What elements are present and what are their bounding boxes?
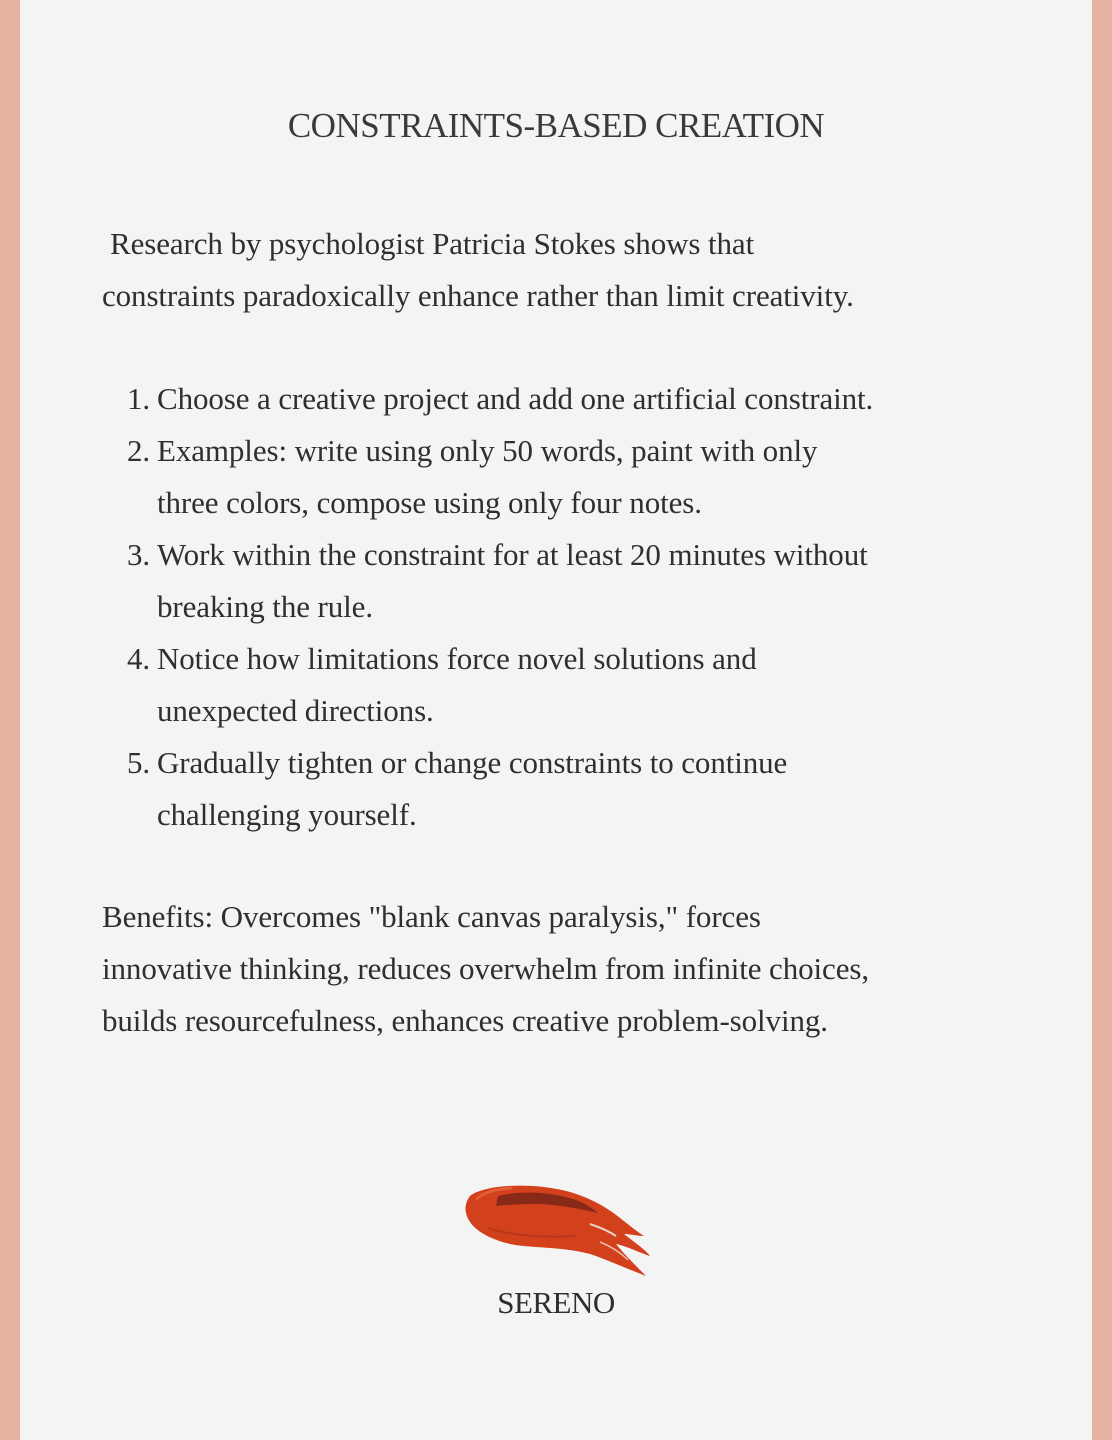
step-text: three colors, compose using only four notes.	[157, 485, 702, 520]
benefits-line: builds resourcefulness, enhances creative problem-solving.	[102, 1003, 828, 1038]
benefits-paragraph	[102, 891, 1022, 1047]
page	[20, 0, 1092, 1440]
step-text: challenging yourself.	[157, 797, 417, 832]
list-item	[102, 425, 1022, 529]
step-number: 5.	[127, 745, 151, 780]
step-text: unexpected directions.	[157, 693, 434, 728]
paint-swatch-icon	[440, 1176, 650, 1286]
step-number: 1.	[127, 381, 151, 416]
step-text: breaking the rule.	[157, 589, 373, 624]
step-text: Choose a creative project and add one artificial constraint.	[157, 381, 874, 416]
brand-logo: SERENO	[497, 1285, 615, 1320]
page-title: CONSTRAINTS-BASED CREATION	[287, 106, 825, 145]
list-item	[102, 373, 1022, 425]
step-number: 2.	[127, 433, 151, 468]
intro-paragraph	[102, 218, 1002, 322]
step-text: Gradually tighten or change constraints to continue	[157, 745, 788, 780]
list-item	[102, 633, 1022, 737]
step-number: 3.	[127, 537, 151, 572]
step-number: 4.	[127, 641, 151, 676]
benefits-line: innovative thinking, reduces overwhelm from infinite choices,	[102, 951, 869, 986]
list-item	[102, 737, 1022, 841]
steps-list	[102, 373, 1022, 841]
list-item	[102, 529, 1022, 633]
benefits-line: Benefits: Overcomes "blank canvas paralysis," forces	[102, 899, 761, 934]
step-text: Notice how limitations force novel solutions and	[157, 641, 757, 676]
intro-line: Research by psychologist Patricia Stokes shows that	[110, 226, 755, 261]
step-text: Work within the constraint for at least 20 minutes without	[157, 537, 868, 572]
intro-line: constraints paradoxically enhance rather than limit creativity.	[102, 278, 854, 313]
step-text: Examples: write using only 50 words, paint with only	[157, 433, 818, 468]
